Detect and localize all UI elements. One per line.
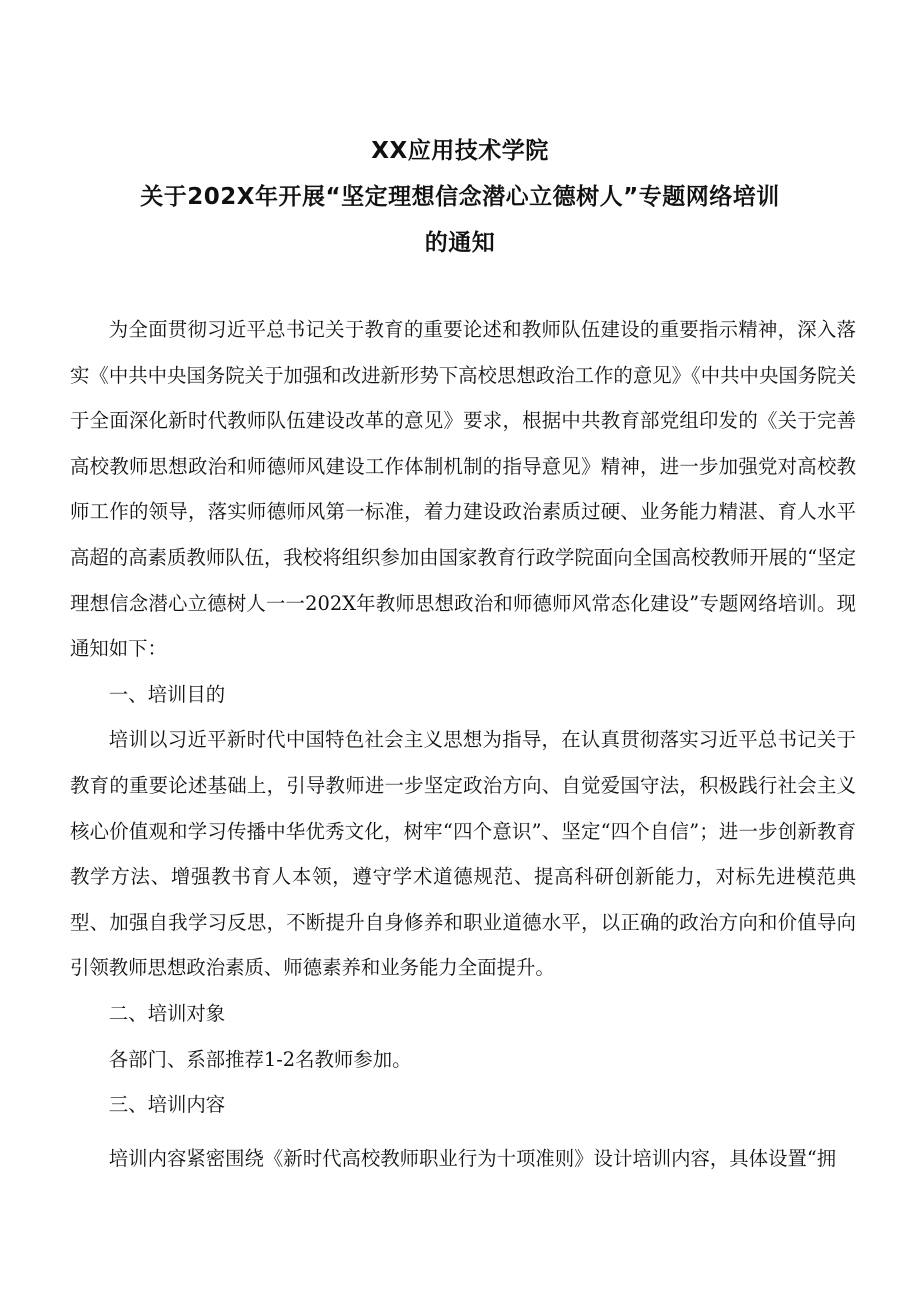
section-body-purpose: 培训以习近平新时代中国特色社会主义思想为指导，在认真贯彻落实习近平总书记关于教育的重要论述基础上，引导教师进一步坚定政治方向、自觉爱国守法，积极践行社会主义核心价值观和学习传播中华优秀文化，树牢“四个意识”、坚定“四个自信”；进一步创新教育教学方法、增强教书育人本领，遵守学术道德规范、提高科研创新能力，对标先进模范典型、加强自我学习反思，不断提升自身修养和职业道德水平，以正确的政治方向和价值导向引领教师思想政治素质、师德素养和业务能力全面提升。	[70, 728, 856, 980]
section-body-content: 培训内容紧密围绕《新时代高校教师职业行为十项准则》设计培训内容，具体设置“拥	[108, 1146, 837, 1170]
title-line-subject: 关于202X年开展“坚定理想信念潜心立德树人”专题网络培训	[140, 184, 780, 210]
document-title	[60, 128, 860, 266]
section-heading-content: 三、培训内容	[108, 1093, 226, 1117]
title-line-institution: XX应用技术学院	[371, 138, 549, 164]
intro-paragraph: 为全面贯彻习近平总书记关于教育的重要论述和教师队伍建设的重要指示精神，深入落实《中共中央国务院关于加强和改进新形势下高校思想政治工作的意见》《中共中央国务院关于全面深化新时代教师队伍建设改革的意见》要求，根据中共教育部党组印发的《关于完善高校教师思想政治和师德师风建设工作体制机制的指导意见》精神，进一步加强党对高校教师工作的领导，落实师德师风第一标准，着力建设政治素质过硬、业务能力精湛、育人水平高超的高素质教师队伍，我校将组织参加由国家教育行政学院面向全国高校教师开展的“坚定理想信念潜心立德树人一一202X年教师思想政治和师德师风常态化建设”专题网络培训。现通知如下：	[70, 318, 856, 661]
section-heading-purpose: 一、培训目的	[108, 682, 226, 706]
section-heading-audience: 二、培训对象	[108, 1001, 226, 1025]
section-body-audience: 各部门、系部推荐1-2名教师参加。	[108, 1047, 412, 1071]
paragraph-gap	[70, 1128, 856, 1136]
document-body	[70, 307, 856, 1181]
title-line-notice: 的通知	[424, 230, 496, 256]
